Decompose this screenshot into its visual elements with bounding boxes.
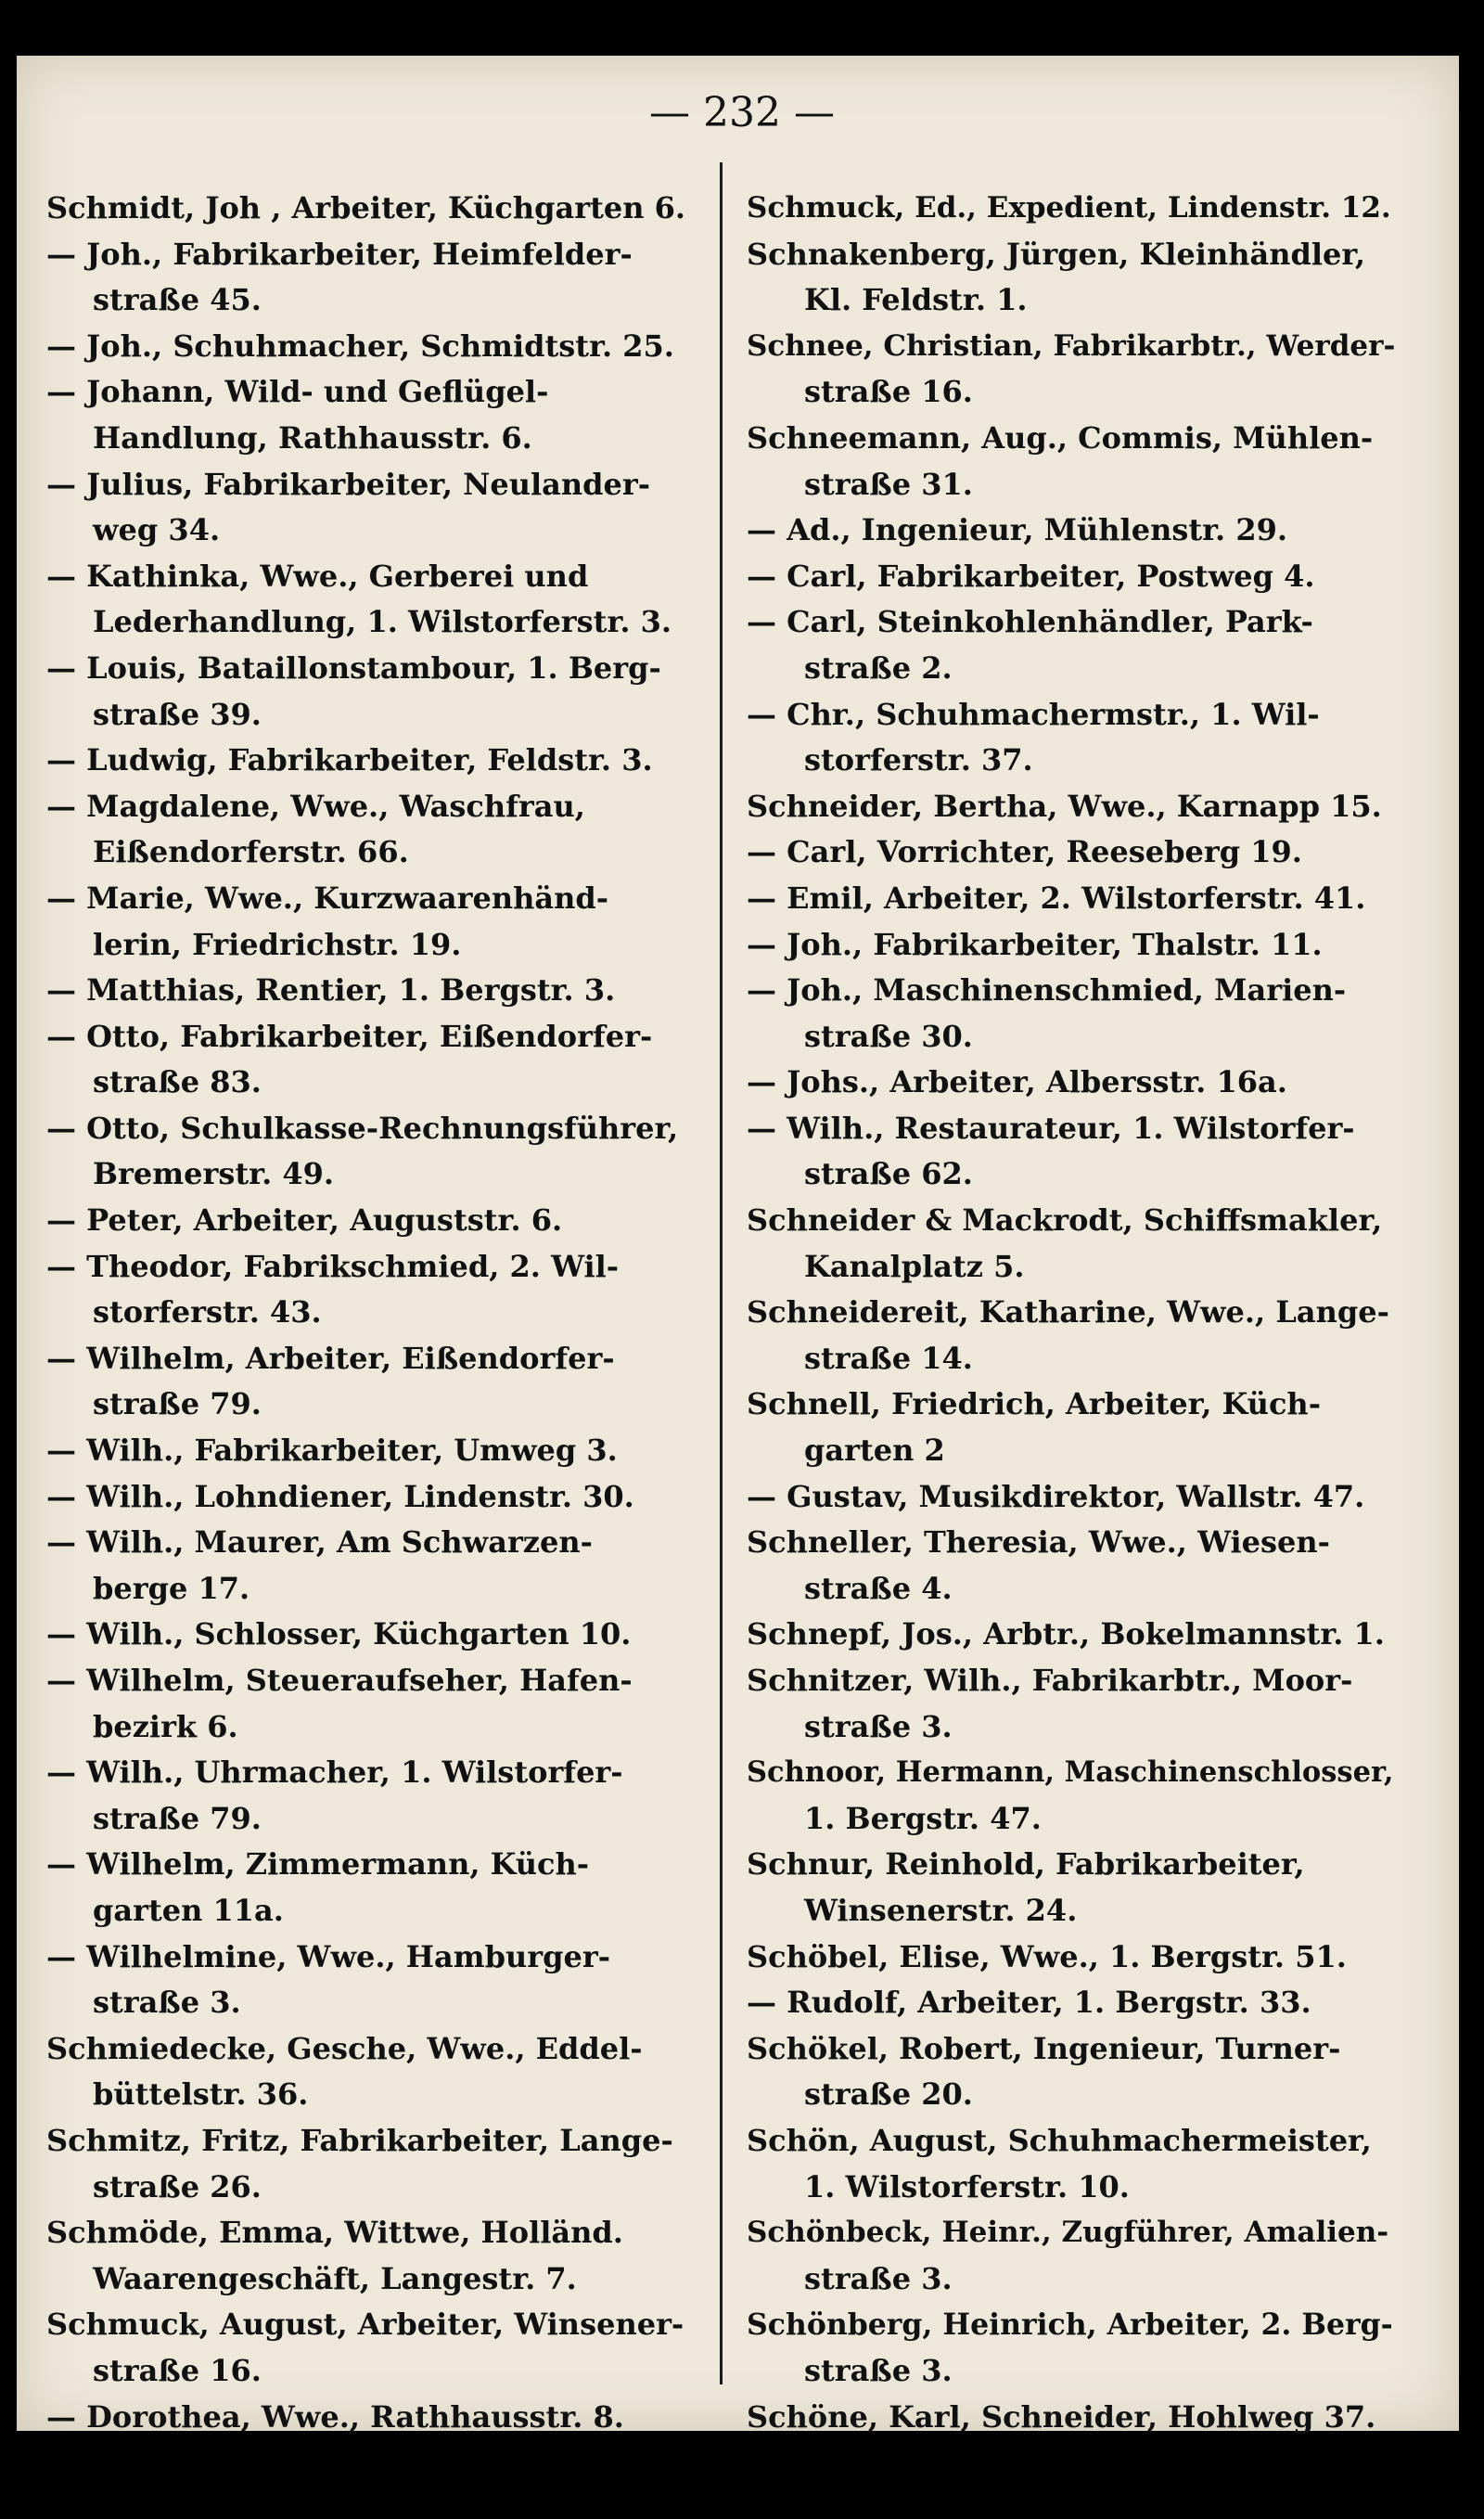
- directory-line: straße 3.: [804, 2352, 953, 2388]
- directory-line: — Louis, Bataillonstambour, 1. Berg-: [46, 649, 661, 686]
- directory-line: — Johs., Arbeiter, Albersstr. 16a.: [747, 1064, 1287, 1100]
- directory-line: Schmuck, Ed., Expedient, Lindenstr. 12.: [747, 191, 1391, 225]
- directory-line: Schnoor, Hermann, Maschinenschlosser,: [747, 1755, 1394, 1790]
- directory-line: garten 2: [804, 1433, 945, 1469]
- directory-line: straße 16.: [804, 374, 973, 410]
- directory-line: straße 79.: [93, 1386, 262, 1422]
- directory-line: — Wilhelm, Steueraufseher, Hafen-: [46, 1663, 633, 1698]
- directory-line: — Wilhelm, Zimmermann, Küch-: [46, 1846, 590, 1883]
- directory-line: — Chr., Schuhmachermstr., 1. Wil-: [747, 696, 1320, 732]
- directory-line: — Julius, Fabrikarbeiter, Neulander-: [46, 466, 651, 502]
- directory-line: Schnee, Christian, Fabrikarbtr., Werder-: [747, 328, 1396, 363]
- directory-line: Schökel, Robert, Ingenieur, Turner-: [747, 2030, 1341, 2066]
- directory-line: straße 83.: [93, 1064, 262, 1100]
- directory-line: storferstr. 43.: [93, 1294, 322, 1330]
- directory-line: straße 26.: [93, 2168, 262, 2204]
- directory-line: straße 3.: [804, 2260, 953, 2296]
- directory-line: Schönberg, Heinrich, Arbeiter, 2. Berg-: [747, 2307, 1393, 2343]
- directory-line: Schneemann, Aug., Commis, Mühlen-: [747, 419, 1374, 456]
- directory-line: Schmitz, Fritz, Fabrikarbeiter, Lange-: [46, 2122, 673, 2158]
- directory-line: — Wilh., Maurer, Am Schwarzen-: [46, 1524, 593, 1561]
- directory-line: storferstr. 37.: [804, 742, 1033, 778]
- directory-line: Waarengeschäft, Langestr. 7.: [93, 2260, 577, 2296]
- directory-line: Schnepf, Jos., Arbtr., Bokelmannstr. 1.: [747, 1616, 1385, 1652]
- directory-line: Schön, August, Schuhmachermeister,: [747, 2122, 1372, 2158]
- directory-line: Schnur, Reinhold, Fabrikarbeiter,: [747, 1846, 1305, 1883]
- directory-line: Schneller, Theresia, Wwe., Wiesen-: [747, 1524, 1330, 1561]
- directory-line: straße 45.: [93, 282, 262, 318]
- directory-line: — Marie, Wwe., Kurzwaarenhänd-: [46, 880, 609, 916]
- directory-line: Schneidereit, Katharine, Wwe., Lange-: [747, 1294, 1389, 1330]
- column-divider: [720, 162, 723, 2384]
- directory-line: — Wilhelmine, Wwe., Hamburger-: [46, 1938, 610, 1974]
- directory-line: — Joh., Maschinenschmied, Marien-: [747, 972, 1347, 1009]
- directory-line: — Joh., Fabrikarbeiter, Thalstr. 11.: [747, 926, 1323, 962]
- directory-line: straße 30.: [804, 1018, 973, 1054]
- directory-line: — Wilh., Lohndiener, Lindenstr. 30.: [46, 1478, 634, 1514]
- directory-line: Kl. Feldstr. 1.: [804, 282, 1028, 318]
- directory-line: 1. Bergstr. 47.: [804, 1800, 1042, 1836]
- directory-line: straße 31.: [804, 466, 973, 502]
- directory-line: straße 3.: [93, 1985, 241, 2021]
- directory-line: — Ad., Ingenieur, Mühlenstr. 29.: [747, 512, 1287, 548]
- directory-line: straße 79.: [93, 1800, 262, 1836]
- directory-line: — Theodor, Fabrikschmied, 2. Wil-: [46, 1248, 620, 1284]
- directory-line: Schneider & Mackrodt, Schiffsmakler,: [747, 1202, 1383, 1239]
- directory-line: — Magdalene, Wwe., Waschfrau,: [46, 788, 585, 824]
- directory-line: weg 34.: [93, 512, 221, 548]
- directory-line: straße 4.: [804, 1570, 953, 1606]
- directory-line: lerin, Friedrichstr. 19.: [93, 926, 462, 962]
- directory-line: Schönbeck, Heinr., Zugführer, Amalien-: [747, 2216, 1389, 2250]
- page-number: — 232 —: [649, 89, 835, 136]
- directory-line: — Wilh., Fabrikarbeiter, Umweg 3.: [46, 1433, 618, 1469]
- directory-line: straße 2.: [804, 649, 953, 686]
- directory-line: straße 20.: [804, 2076, 973, 2113]
- directory-line: Schneider, Bertha, Wwe., Karnapp 15.: [747, 788, 1382, 824]
- directory-line: — Wilh., Restaurateur, 1. Wilstorfer-: [747, 1110, 1355, 1146]
- directory-line: Schöne, Karl, Schneider, Hohlweg 37.: [747, 2398, 1376, 2435]
- right-column: [747, 186, 1396, 2440]
- directory-line: Eißendorferstr. 66.: [93, 834, 409, 870]
- directory-line: — Joh., Fabrikarbeiter, Heimfelder-: [46, 236, 633, 272]
- directory-line: bezirk 6.: [93, 1708, 238, 1744]
- directory-line: Winsenerstr. 24.: [804, 1892, 1078, 1928]
- directory-line: Lederhandlung, 1. Wilstorferstr. 3.: [93, 604, 672, 640]
- directory-line: — Wilh., Schlosser, Küchgarten 10.: [46, 1616, 632, 1652]
- directory-line: — Carl, Vorrichter, Reeseberg 19.: [747, 834, 1302, 870]
- directory-line: — Carl, Steinkohlenhändler, Park-: [747, 604, 1313, 640]
- directory-line: — Emil, Arbeiter, 2. Wilstorferstr. 41.: [747, 880, 1366, 916]
- directory-line: Schmöde, Emma, Wittwe, Holländ.: [46, 2215, 623, 2251]
- directory-line: 1. Wilstorferstr. 10.: [804, 2168, 1130, 2204]
- directory-line: straße 62.: [804, 1156, 973, 1192]
- directory-line: straße 14.: [804, 1340, 973, 1376]
- directory-line: — Gustav, Musikdirektor, Wallstr. 47.: [747, 1478, 1365, 1514]
- directory-line: — Matthias, Rentier, 1. Bergstr. 3.: [46, 972, 616, 1009]
- directory-line: — Dorothea, Wwe., Rathhausstr. 8.: [46, 2398, 624, 2435]
- directory-line: straße 16.: [93, 2352, 262, 2388]
- directory-line: Bremerstr. 49.: [93, 1156, 335, 1192]
- directory-line: Schnell, Friedrich, Arbeiter, Küch-: [747, 1386, 1321, 1422]
- directory-line: berge 17.: [93, 1570, 250, 1606]
- directory-line: straße 3.: [804, 1708, 953, 1744]
- directory-line: — Carl, Fabrikarbeiter, Postweg 4.: [747, 558, 1315, 594]
- directory-line: — Kathinka, Wwe., Gerberei und: [46, 558, 589, 594]
- directory-line: Schmidt, Joh , Arbeiter, Küchgarten 6.: [46, 190, 686, 225]
- directory-line: — Wilh., Uhrmacher, 1. Wilstorfer-: [46, 1754, 623, 1791]
- directory-line: — Joh., Schuhmacher, Schmidtstr. 25.: [46, 328, 674, 364]
- directory-line: — Johann, Wild- und Geflügel-: [46, 374, 549, 410]
- directory-line: garten 11a.: [93, 1892, 284, 1928]
- directory-line: Kanalplatz 5.: [804, 1248, 1025, 1284]
- left-column: [46, 186, 696, 2440]
- directory-line: Schmiedecke, Gesche, Wwe., Eddel-: [46, 2030, 643, 2066]
- directory-line: straße 39.: [93, 696, 262, 732]
- directory-line: Schnitzer, Wilh., Fabrikarbtr., Moor-: [747, 1663, 1353, 1698]
- directory-line: Schöbel, Elise, Wwe., 1. Bergstr. 51.: [747, 1938, 1347, 1974]
- directory-line: — Peter, Arbeiter, Auguststr. 6.: [46, 1202, 563, 1239]
- directory-line: Handlung, Rathhausstr. 6.: [93, 419, 532, 456]
- directory-line: — Otto, Fabrikarbeiter, Eißendorfer-: [46, 1018, 653, 1054]
- directory-line: büttelstr. 36.: [93, 2076, 309, 2113]
- directory-line: Schnakenberg, Jürgen, Kleinhändler,: [747, 236, 1366, 272]
- directory-line: — Rudolf, Arbeiter, 1. Bergstr. 33.: [747, 1985, 1311, 2021]
- directory-line: — Ludwig, Fabrikarbeiter, Feldstr. 3.: [46, 742, 653, 778]
- directory-line: — Otto, Schulkasse-Rechnungsführer,: [46, 1110, 679, 1146]
- directory-line: — Wilhelm, Arbeiter, Eißendorfer-: [46, 1340, 615, 1376]
- directory-line: Schmuck, August, Arbeiter, Winsener-: [46, 2307, 684, 2343]
